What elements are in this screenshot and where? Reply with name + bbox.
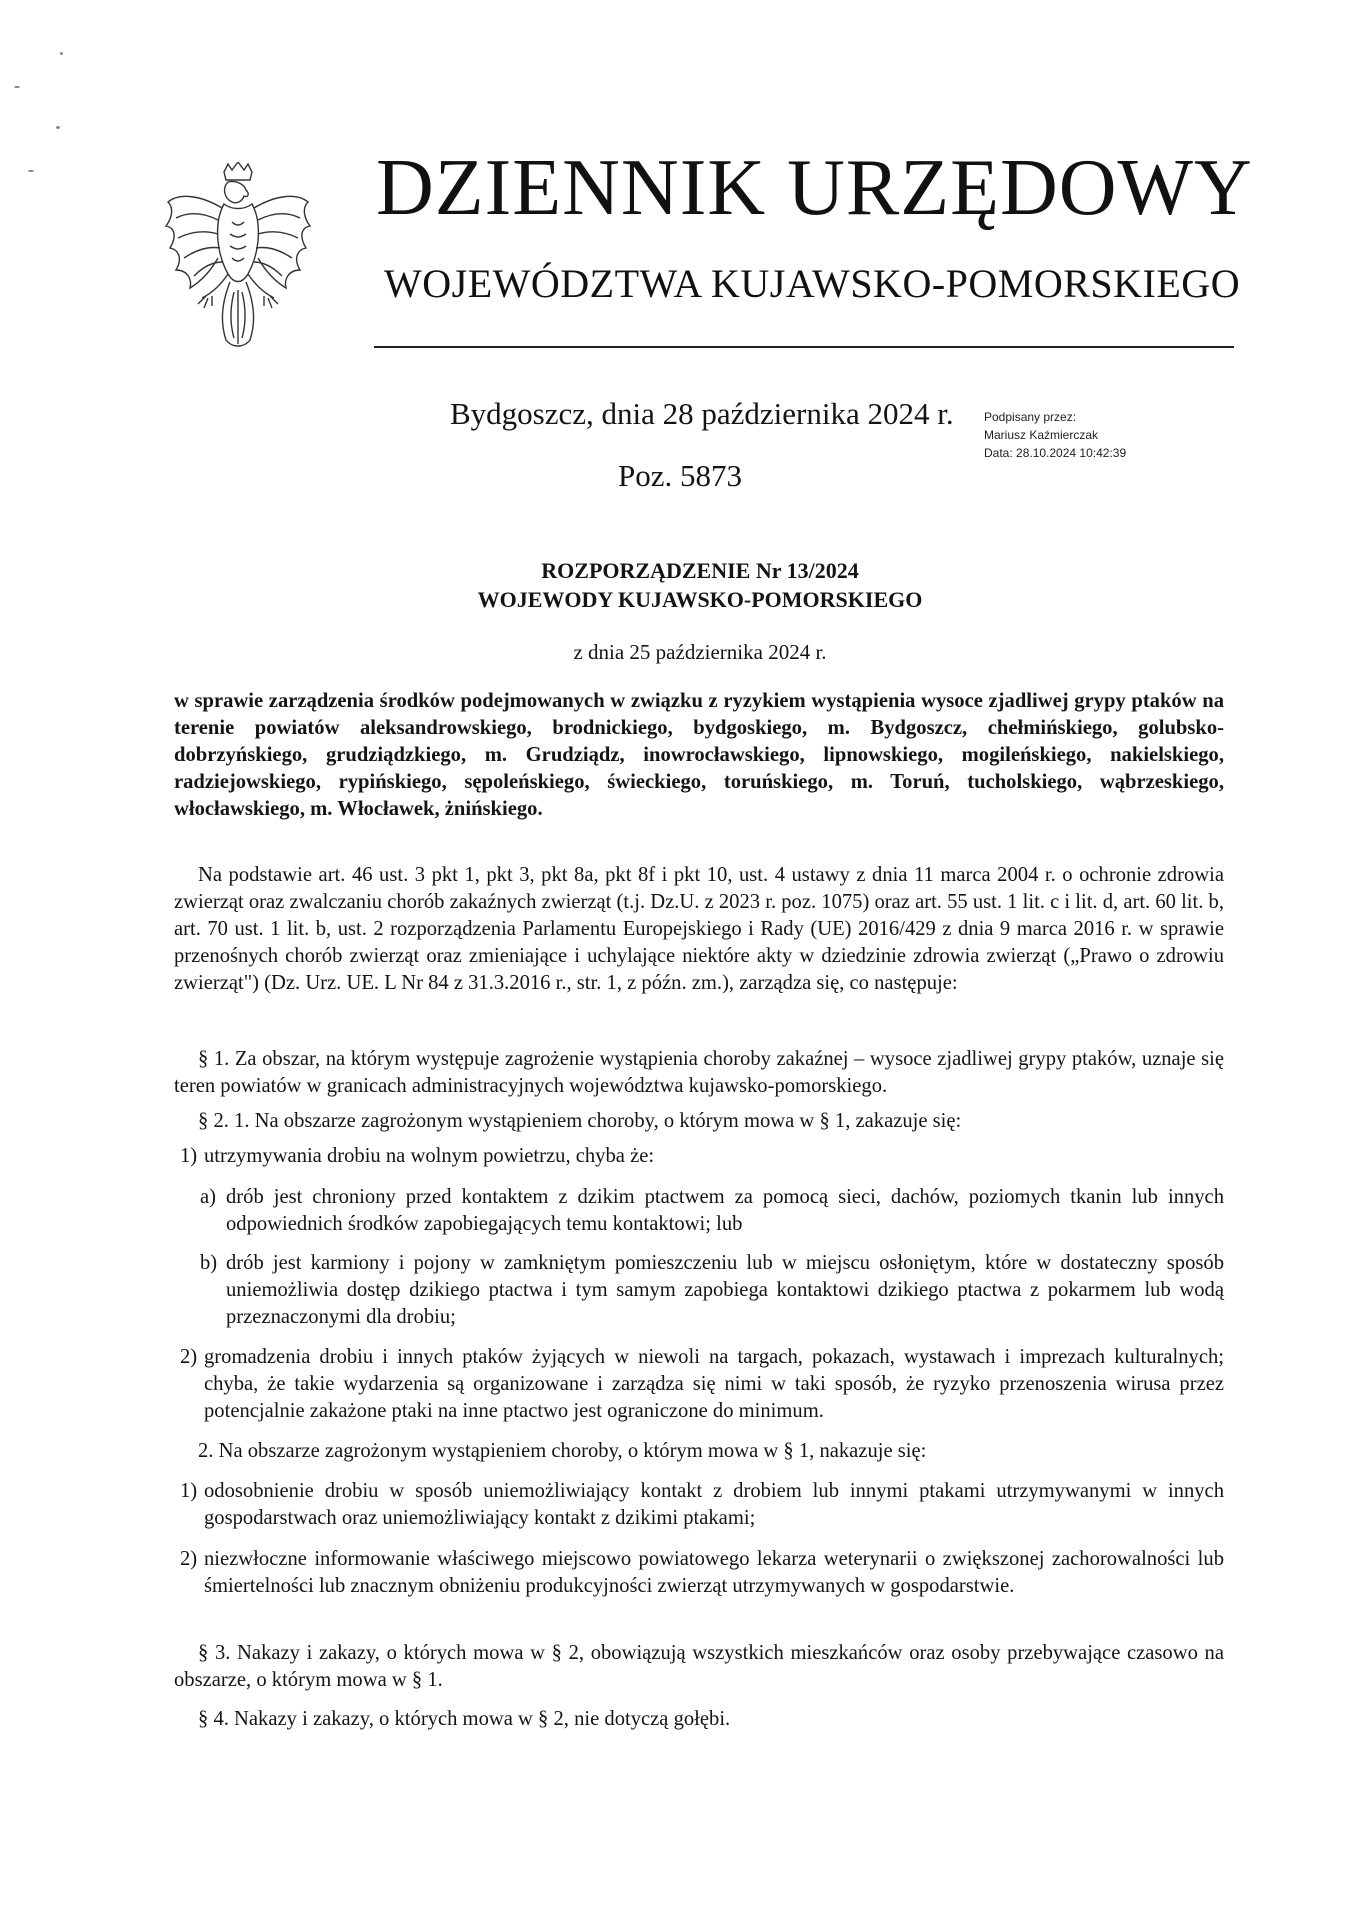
list-item-text: gromadzenia drobiu i innych ptaków żyjących w niewoli na targach, pokazach, wystawach i imprezach kulturalnych; chyba, że takie wydarzenia są organizowane i zarządza się nimi w taki sposób, że ryzyko przenoszenia wirusa przez potencjalnie zakażone ptaki na inne ptactwo jest ograniczone do minimum.: [204, 1346, 1224, 1422]
scan-speck: [14, 86, 20, 88]
publication-date: Bydgoszcz, dnia 28 października 2024 r.: [450, 396, 954, 431]
section-2-2: 2. Na obszarze zagrożonym wystąpieniem choroby, o którym mowa w § 1, nakazuje się:: [198, 1440, 927, 1462]
list-item: [200, 1250, 1224, 1331]
scan-speck: [60, 52, 63, 55]
list-item: [180, 1143, 1224, 1170]
section-1: § 1. Za obszar, na którym występuje zagrożenie wystąpienia choroby zakaźnej – wysoce zjadliwej grypy ptaków, uznaje się teren powiatów w granicach administracyjnych województwa kujawsko-pomorskiego.: [174, 1048, 1224, 1097]
act-date: z dnia 25 października 2024 r.: [573, 640, 827, 664]
list-item: [180, 1478, 1224, 1532]
act-title: [170, 556, 1230, 614]
list-item: [200, 1184, 1224, 1238]
list-item-text: drób jest karmiony i pojony w zamkniętym pomieszczeniu lub w miejscu osłoniętym, które w dostateczny sposób uniemożliwia dostęp dzikiego ptactwa i tym samym zapobiega kontaktowi dzikiego ptactwa z pokarmem lub wodą przeznaczonymi dla drobiu;: [226, 1252, 1224, 1328]
list-item-text: drób jest chroniony przed kontaktem z dzikim ptactwem za pomocą sieci, dachów, poziomych tkanin lub innych odpowiednich środków zapobiegających temu kontaktowi; lub: [226, 1186, 1224, 1235]
digital-signature-block: [984, 408, 1126, 462]
list-item-text: niezwłoczne informowanie właściwego miejscowo powiatowego lekarza weterynarii o zwiększonej zachorowalności lub śmiertelności lub znacznym obniżeniu produkcyjności zwierząt utrzymywanych w gospodarstwie.: [204, 1548, 1224, 1597]
list-item: [180, 1546, 1224, 1600]
act-title-line1: ROZPORZĄDZENIE Nr 13/2024: [541, 558, 859, 583]
masthead-divider: [374, 346, 1234, 348]
list-item-label: b): [200, 1252, 218, 1274]
list-item-label: 2): [180, 1548, 198, 1570]
list-item-label: 1): [180, 1145, 198, 1167]
section-4: § 4. Nakazy i zakazy, o których mowa w § 2, nie dotyczą gołębi.: [198, 1708, 731, 1730]
list-item-label: 2): [180, 1346, 198, 1368]
section-3: § 3. Nakazy i zakazy, o których mowa w § 2, obowiązują wszystkich mieszkańców oraz osoby przebywające czasowo na obszarze, o którym mowa w § 1.: [174, 1642, 1224, 1691]
act-subject: w sprawie zarządzenia środków podejmowanych w związku z ryzykiem wystąpienia wysoce zjadliwej grypy ptaków na terenie powiatów aleksandrowskiego, brodnickiego, bydgoskiego, m. Bydgoszcz, chełmińskiego, golubsko-dobrzyńskiego, grudziądzkiego, m. Grudziądz, inowrocławskiego, lipnowskiego, mogileńskiego, nakielskiego, radziejowskiego, rypińskiego, sępoleńskiego, świeckiego, toruńskiego, m. Toruń, tucholskiego, wąbrzeskiego, włocławskiego, m. Włocławek, żnińskiego.: [174, 690, 1224, 820]
signature-signer: Mariusz Kaźmierczak: [984, 428, 1099, 442]
masthead-subtitle: WOJEWÓDZTWA KUJAWSKO-POMORSKIEGO: [384, 261, 1241, 306]
scan-speck: [28, 170, 34, 172]
list-item: [180, 1344, 1224, 1425]
list-item-label: a): [200, 1186, 216, 1208]
list-item-text: odosobnienie drobiu w sposób uniemożliwiający kontakt z drobiem lub innymi ptakami utrzymywanymi w innych gospodarstwach oraz uniemożliwiający kontakt z dzikimi ptakami;: [204, 1480, 1224, 1529]
signature-date: Data: 28.10.2024 10:42:39: [984, 446, 1127, 460]
act-title-line2: WOJEWODY KUJAWSKO-POMORSKIEGO: [477, 587, 923, 612]
masthead-title: DZIENNIK URZĘDOWY: [376, 144, 1253, 232]
position-number: Poz. 5873: [618, 458, 742, 493]
section-2-1: § 2. 1. Na obszarze zagrożonym wystąpieniem choroby, o którym mowa w § 1, zakazuje się:: [198, 1110, 962, 1132]
polish-eagle-emblem-icon: [162, 162, 314, 350]
signature-label: Podpisany przez:: [984, 410, 1077, 424]
scan-speck: [56, 126, 60, 129]
list-item-text: utrzymywania drobiu na wolnym powietrzu, chyba że:: [204, 1145, 655, 1167]
list-item-label: 1): [180, 1480, 198, 1502]
preamble-paragraph: Na podstawie art. 46 ust. 3 pkt 1, pkt 3, pkt 8a, pkt 8f i pkt 10, ust. 4 ustawy z dnia 11 marca 2004 r. o ochronie zdrowia zwierząt oraz zwalczaniu chorób zakaźnych zwierząt (t.j. Dz.U. z 2023 r. poz. 1075) oraz art. 55 ust. 1 lit. c i lit. d, art. 60 lit. b, art. 70 ust. 1 lit. b, ust. 2 rozporządzenia Parlamentu Europejskiego i Rady (UE) 2016/429 z dnia 9 marca 2016 r. w sprawie przenośnych chorób zwierząt oraz zmieniające i uchylające niektóre akty w dziedzinie zdrowia zwierząt („Prawo o zdrowiu zwierząt") (Dz. Urz. UE. L Nr 84 z 31.3.2016 r., str. 1, z późn. zm.), zarządza się, co następuje:: [174, 864, 1224, 994]
